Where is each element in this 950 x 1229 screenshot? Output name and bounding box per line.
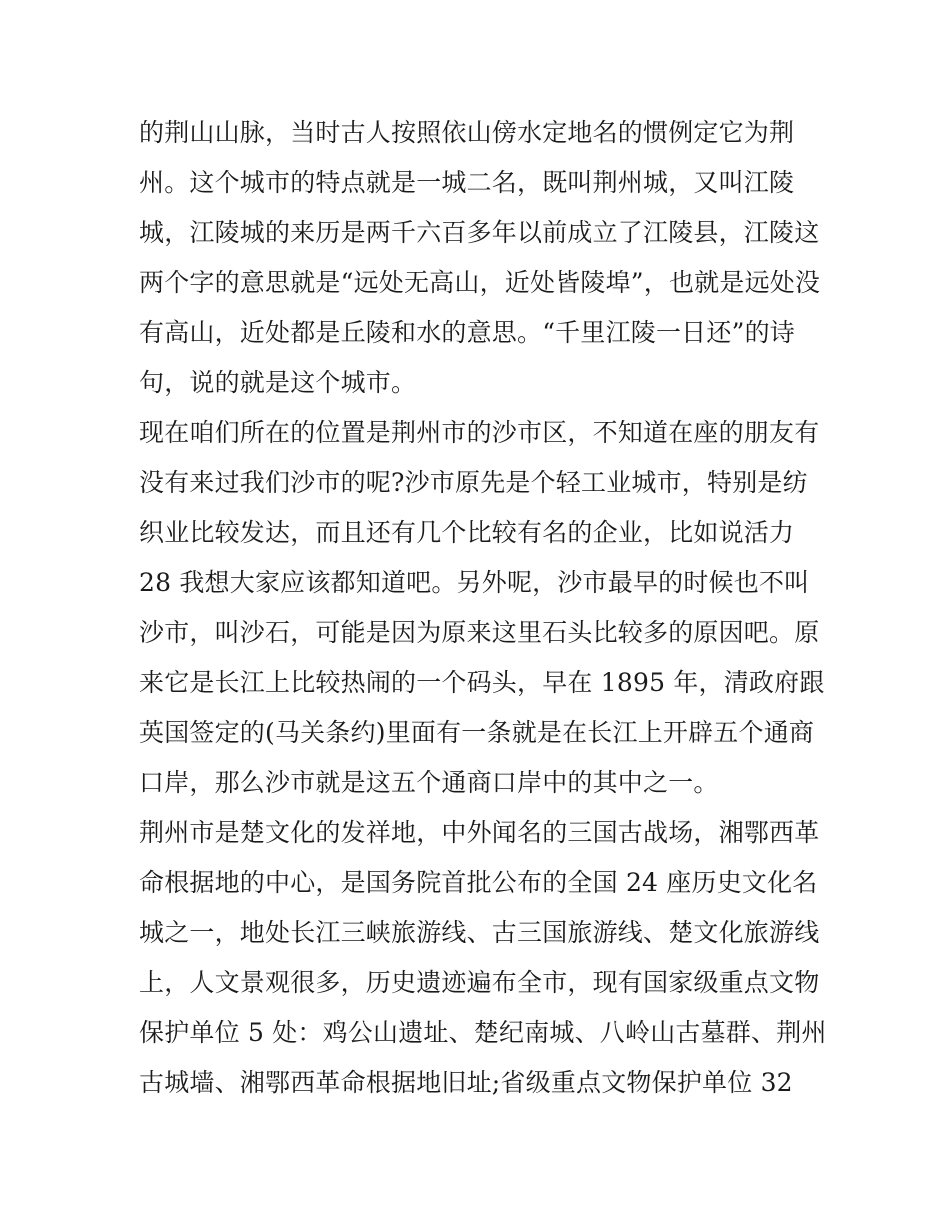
text-line: 没有来过我们沙市的呢?沙市原先是个轻工业城市，特别是纺 xyxy=(139,468,808,497)
paragraph-jingzhou-name-origin xyxy=(139,108,821,408)
text-line: 织业比较发达，而且还有几个比较有名的企业，比如说活力 xyxy=(139,518,795,547)
text-line: 命根据地的中心，是国务院首批公布的全国 24 座历史文化名 xyxy=(139,868,818,897)
text-line: 来它是长江上比较热闹的一个码头，早在 1895 年，清政府跟 xyxy=(139,668,825,697)
text-line: 州。这个城市的特点就是一城二名，既叫荆州城，又叫江陵 xyxy=(139,168,795,197)
text-line: 口岸，那么沙市就是这五个通商口岸中的其中之一。 xyxy=(139,768,719,797)
text-line: 上，人文景观很多，历史遗迹遍布全市，现有国家级重点文物 xyxy=(139,968,820,997)
text-line: 句，说的就是这个城市。 xyxy=(139,368,417,397)
paragraph-chu-culture-heritage xyxy=(139,808,827,1108)
text-line: 现在咱们所在的位置是荆州市的沙市区，不知道在座的朋友有 xyxy=(139,418,820,447)
text-line: 沙市，叫沙石，可能是因为原来这里石头比较多的原因吧。原 xyxy=(139,618,820,647)
text-line: 荆州市是楚文化的发祥地，中外闻名的三国古战场，湘鄂西革 xyxy=(139,818,820,847)
text-line: 的荆山山脉，当时古人按照依山傍水定地名的惯例定它为荆 xyxy=(139,118,795,147)
paragraph-shashi-district xyxy=(139,408,825,808)
text-line: 英国签定的(马关条约)里面有一条就是在长江上开辟五个通商 xyxy=(139,718,815,747)
document-body xyxy=(139,108,827,1108)
text-line: 城之一，地处长江三峡旅游线、古三国旅游线、楚文化旅游线 xyxy=(139,918,820,947)
text-line: 28 我想大家应该都知道吧。另外呢，沙市最早的时候也不叫 xyxy=(139,568,810,597)
text-line: 两个字的意思就是“远处无高山，近处皆陵埠”，也就是远处没 xyxy=(139,268,821,297)
text-line: 城，江陵城的来历是两千六百多年以前成立了江陵县，江陵这 xyxy=(139,218,820,247)
text-line: 保护单位 5 处：鸡公山遗址、楚纪南城、八岭山古墓群、荆州 xyxy=(139,1018,827,1047)
text-line: 有高山，近处都是丘陵和水的意思。“千里江陵一日还”的诗 xyxy=(139,318,795,347)
text-line: 古城墙、湘鄂西革命根据地旧址;省级重点文物保护单位 32 xyxy=(139,1068,793,1097)
